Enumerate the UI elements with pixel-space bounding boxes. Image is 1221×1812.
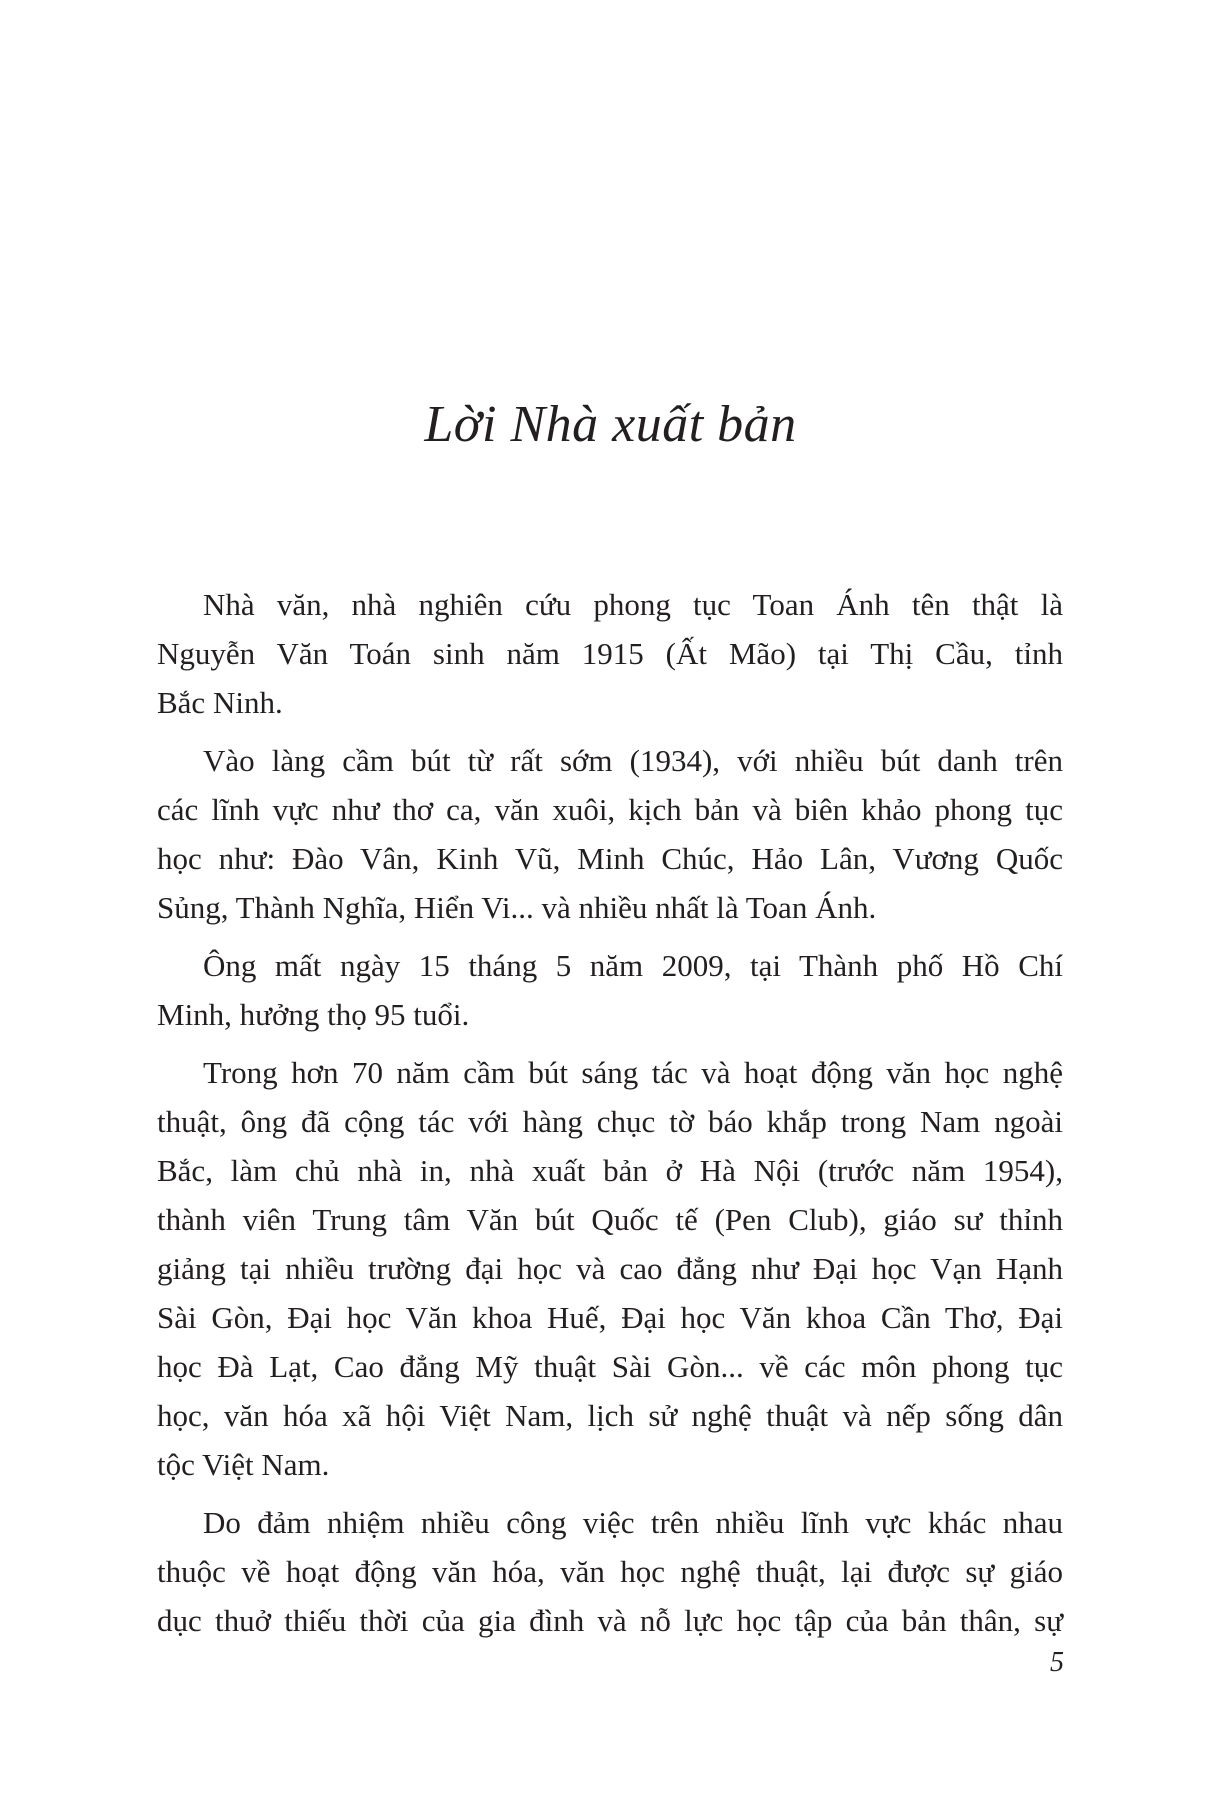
text-line: các lĩnh vực như thơ ca, văn xuôi, kịch bản và biên khảo phong tục [157, 792, 1063, 827]
text-line: Bắc Ninh. [157, 685, 283, 720]
body-text [157, 580, 1063, 1654]
text-line: học, văn hóa xã hội Việt Nam, lịch sử nghệ thuật và nếp sống dân [157, 1398, 1063, 1433]
text-line: thuật, ông đã cộng tác với hàng chục tờ báo khắp trong Nam ngoài [157, 1104, 1063, 1139]
page-title: Lời Nhà xuất bản [424, 396, 797, 453]
text-line: Vào làng cầm bút từ rất sớm (1934), với nhiều bút danh trên [203, 743, 1063, 778]
text-line: Do đảm nhiệm nhiều công việc trên nhiều lĩnh vực khác nhau [203, 1505, 1063, 1540]
text-line: Sài Gòn, Đại học Văn khoa Huế, Đại học Văn khoa Cần Thơ, Đại [157, 1300, 1063, 1335]
paragraph [157, 1498, 1063, 1645]
text-line: học Đà Lạt, Cao đẳng Mỹ thuật Sài Gòn... về các môn phong tục [157, 1349, 1063, 1384]
text-line: giảng tại nhiều trường đại học và cao đẳng như Đại học Vạn Hạnh [157, 1251, 1063, 1286]
page-number: 5 [1050, 1647, 1064, 1678]
text-line: Sủng, Thành Nghĩa, Hiển Vi... và nhiều nhất là Toan Ánh. [157, 890, 877, 925]
paragraph [157, 1048, 1063, 1489]
text-line: Nhà văn, nhà nghiên cứu phong tục Toan Ánh tên thật là [203, 587, 1063, 622]
text-line: Ông mất ngày 15 tháng 5 năm 2009, tại Thành phố Hồ Chí [203, 948, 1063, 983]
paragraph [157, 941, 1063, 1039]
text-line: dục thuở thiếu thời của gia đình và nỗ lực học tập của bản thân, sự [157, 1603, 1063, 1638]
text-line: học như: Đào Vân, Kinh Vũ, Minh Chúc, Hảo Lân, Vương Quốc [157, 841, 1063, 876]
text-line: tộc Việt Nam. [157, 1447, 330, 1482]
paragraph [157, 580, 1063, 727]
text-line: Bắc, làm chủ nhà in, nhà xuất bản ở Hà Nội (trước năm 1954), [157, 1153, 1063, 1188]
text-line: Nguyễn Văn Toán sinh năm 1915 (Ất Mão) tại Thị Cầu, tỉnh [157, 636, 1063, 671]
paragraph [157, 736, 1063, 932]
text-line: thuộc về hoạt động văn hóa, văn học nghệ thuật, lại được sự giáo [157, 1554, 1063, 1589]
text-line: Minh, hưởng thọ 95 tuổi. [157, 997, 470, 1032]
text-line: Trong hơn 70 năm cầm bút sáng tác và hoạt động văn học nghệ [203, 1055, 1063, 1090]
text-line: thành viên Trung tâm Văn bút Quốc tế (Pen Club), giáo sư thỉnh [157, 1202, 1063, 1237]
